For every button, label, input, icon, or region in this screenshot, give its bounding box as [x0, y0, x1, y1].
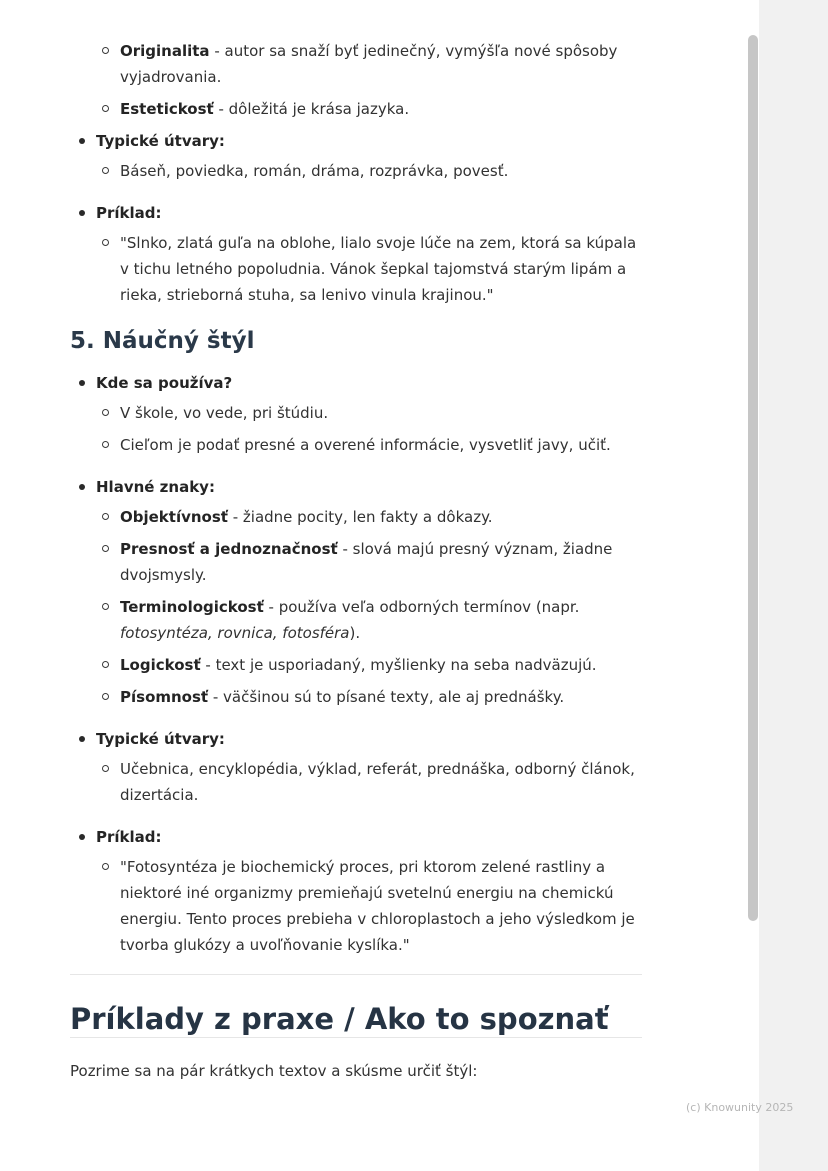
bullet-label: Typické útvary: [96, 132, 225, 150]
term-label: Presnosť a jednoznačnosť [120, 540, 338, 558]
term-text: - text je usporiadaný, myšlienky na seba nadväzujú. [200, 656, 597, 674]
bullet-label: Príklad: [96, 828, 162, 846]
term-text: - dôležitá je krása jazyka. [213, 100, 410, 118]
term-label: Originalita [120, 42, 210, 60]
sub-bullet-list [96, 38, 642, 122]
bullet-list [70, 370, 642, 958]
sub-bullet-list [96, 504, 642, 710]
quote-text: "Slnko, zlatá guľa na oblohe, lialo svoje lúče na zem, ktorá sa kúpala v tichu letného popoludnia. Vánok šepkal tajomstvá starým lipám a rieka, strieborná stuha, sa lenivo vinula krajinou." [120, 234, 637, 304]
list-item [70, 370, 642, 458]
bullet-label: Typické útvary: [96, 730, 225, 748]
term-label: Písomnosť [120, 688, 209, 706]
term-examples-italic: fotosyntéza, rovnica, fotosféra [120, 624, 350, 642]
term-text: - autor sa snaží byť jedinečný, vymýšľa nové spôsoby vyjadrovania. [120, 42, 618, 86]
title-divider [70, 1037, 642, 1038]
sub-bullet-list [96, 756, 642, 808]
term-text: - žiadne pocity, len fakty a dôkazy. [227, 508, 493, 526]
item-text: Báseň, poviedka, román, dráma, rozprávka, povesť. [120, 162, 509, 180]
list-item [70, 824, 642, 958]
quote-text: "Fotosyntéza je biochemický proces, pri ktorom zelené rastliny a niektoré iné organizmy premieňajú svetelnú energiu na chemickú energiu. Tento proces prebieha v chloroplastoch a jeho výsledkom je tvorba glukózy a uvoľňovanie kyslíka." [120, 858, 635, 954]
document-content [70, 38, 642, 1084]
sub-bullet-list [96, 854, 642, 958]
right-margin-strip [759, 0, 828, 1171]
list-item [96, 756, 642, 808]
term-text: - slová majú presný význam, žiadne dvojsmysly. [120, 540, 613, 584]
list-item [96, 536, 642, 588]
item-text: Cieľom je podať presné a overené informácie, vysvetliť javy, učiť. [120, 436, 611, 454]
sub-bullet-list [96, 230, 642, 308]
list-item [70, 474, 642, 710]
list-item [96, 854, 642, 958]
term-text-end: ). [349, 624, 361, 642]
list-item [96, 158, 642, 184]
term-label: Objektívnosť [120, 508, 228, 526]
list-item [96, 38, 642, 90]
list-item [96, 652, 642, 678]
section-heading: 5. Náučný štýl [70, 328, 255, 354]
bullet-label: Kde sa používa? [96, 374, 233, 392]
term-label: Logickosť [120, 656, 201, 674]
term-text: - väčšinou sú to písané texty, ale aj prednášky. [208, 688, 565, 706]
list-item [96, 594, 642, 646]
term-label: Terminologickosť [120, 598, 264, 616]
bullet-list [70, 128, 642, 308]
section-divider [70, 974, 642, 975]
list-item [96, 684, 642, 710]
item-text: Učebnica, encyklopédia, výklad, referát, prednáška, odborný článok, dizertácia. [120, 760, 635, 804]
intro-paragraph: Pozrime sa na pár krátkych textov a skúsme určiť štýl: [70, 1062, 478, 1080]
list-item [70, 128, 642, 184]
list-item [96, 96, 642, 122]
page-title: Príklady z praxe / Ako to spoznať [70, 1002, 609, 1036]
copyright-watermark: (c) Knowunity 2025 [686, 1101, 794, 1114]
list-item [70, 200, 642, 308]
term-label: Estetickosť [120, 100, 214, 118]
term-text: - používa veľa odborných termínov (napr. [263, 598, 580, 616]
item-text: V škole, vo vede, pri štúdiu. [120, 404, 329, 422]
bullet-label: Príklad: [96, 204, 162, 222]
scrollbar-thumb[interactable] [748, 35, 758, 921]
list-item [96, 432, 642, 458]
bullet-label: Hlavné znaky: [96, 478, 215, 496]
list-item [96, 230, 642, 308]
list-item [70, 726, 642, 808]
sub-bullet-list [96, 400, 642, 458]
sub-bullet-list [96, 158, 642, 184]
list-item [96, 400, 642, 426]
list-item [96, 504, 642, 530]
